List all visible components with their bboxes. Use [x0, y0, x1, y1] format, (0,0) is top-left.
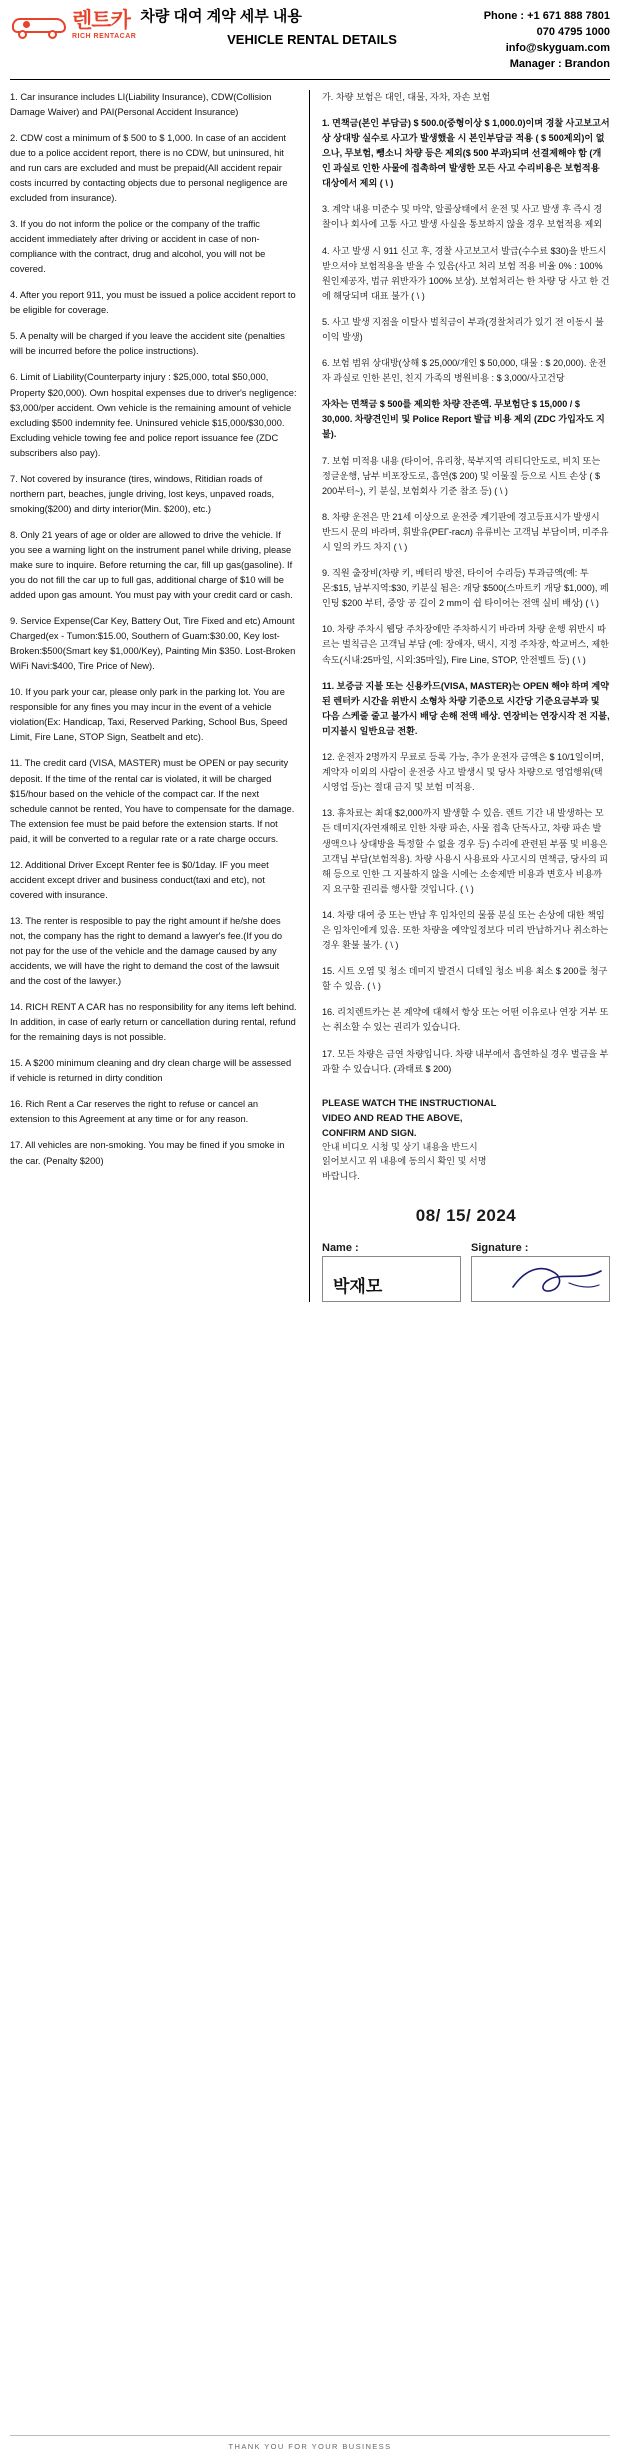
term-ko: 3. 계약 내용 미준수 및 마약, 알콜상태에서 운전 및 사고 발생 후 즉시 경찰이나 회사에 고통 사고 발생 사실을 통보하지 않을 경우 보험적용 제외 — [322, 204, 603, 230]
term-en: 7. Not covered by insurance (tires, windows, Ritidian roads of northern part, beaches, jungle driving, lost keys, unpaved roads, smoking($200) and dirty interior(Min. $200), etc.) — [10, 473, 275, 514]
confirmation-notice — [322, 1095, 610, 1184]
term-en: 6. Limit of Liability(Counterparty injury : $25,000, total $50,000, Property $20,000). Own hospital expenses due to driver's negligence: $3,000/per accident. Own vehicle is the remaining amount of vehicle excluding $500 indemnity fee. Uninsured vehicle $15,000/$30,000. Excluding vehicle towing fee and police report issuance fee (ZDC subscribers also pay). — [10, 372, 297, 458]
term-en: 10. If you park your car, please only park in the parking lot. You are responsible for any fines you may incur in the event of a vehicle violation(Ex: Handicap, Taxi, Reserved Parking, School Bus, Speed Limit, Fire Lane, STOP Sign, Seatbelt and etc). — [10, 687, 288, 743]
term-ko: 5. 사고 발생 지점을 이탈사 벌칙금이 부과(경찰처리가 있기 전 이동시 불이익 발생) — [322, 316, 604, 342]
notice-ko-line-1: 안내 비디오 시청 및 상기 내용을 반드시 — [322, 1141, 478, 1152]
term-en: 8. Only 21 years of age or older are allowed to drive the vehicle. If you see a warning light on the instrument panel while driving, please make sure to inquire. Before returning the car, fill up gas(gasoline). If you do not fill the car up to full gas, additional charge of $10 will be added upon gas amount. You must pay with your credit card or cash. — [10, 529, 293, 601]
contract-date: 08/ 15/ 2024 — [415, 1205, 517, 1225]
term-en: 17. All vehicles are non-smoking. You may be fined if you smoke in the car. (Penalty $200) — [10, 1140, 285, 1166]
term-en: 14. RICH RENT A CAR has no responsibility for any items left behind. In addition, in case of early return or cancellation during rental, refund for the remaining days is not possible. — [10, 1002, 297, 1043]
document-footer — [0, 2435, 620, 2451]
notice-ko-line-2: 읽어보시고 위 내용에 동의시 확인 및 서명 — [322, 1156, 487, 1167]
term-en: 2. CDW cost a minimum of $ 500 to $ 1,000. In case of an accident due to a police accident report, there is no CDW, but uninsured, hit and run cars are excluded and must be prepaid(All accident repair costs incurred by contacting objects due to personal negligence are excluded from insurance). — [10, 132, 288, 204]
footer-text: THANK YOU FOR YOUR BUSINESS — [228, 2442, 392, 2451]
term-ko: 11. 보증금 지불 또는 신용카드(VISA, MASTER)는 OPEN 해야 하며 계약된 렌터카 시간을 위반시 소형차 차량 기준으로 시간당 기준요금부과 및 다음 스케줄 줄고 불가시 배당 손해 전액 배상. 연장비는 연장시작 전 지불, 미지불시 일반요금 전환. — [322, 680, 610, 736]
contact-email: info@skyguam.com — [505, 41, 610, 54]
term-ko: 9. 직원 출장비(차량 키, 베터리 방전, 타이어 수리등) 투과금액(예: 투몬:$15, 남부지역:$30, 키분실 됨은: 개당 $500(스마트키 개당 $1,000), 페인팅 $200 부터, 중앙 공 길이 2 mm이 쉽 타이어는 전액 실비 배상) ( \ ) — [322, 568, 609, 609]
terms-english-column — [10, 90, 310, 1302]
term-ko: 17. 모든 차량은 금연 차량입니다. 차량 내부에서 흡연하실 경우 벌금을 부과할 수 있습니다. (과태료 $ 200) — [322, 1048, 609, 1074]
name-value: 박재모 — [333, 1276, 383, 1296]
term-ko: 14. 차량 대여 중 또는 반납 후 임차인의 물품 분실 또는 손상에 대한 책임은 임차인에게 있음. 또한 차량을 예약일정보다 미리 반납하거나 취소하는 경우 환불 불가. ( \ ) — [322, 909, 609, 951]
term-ko: 15. 시트 오염 및 청소 데미지 발견시 디테일 청소 비용 최소 $ 200를 청구할 수 있음. ( \ ) — [322, 966, 608, 992]
term-ko: 8. 차량 운전은 만 21세 이상으로 운전중 계기판에 경고등표시가 발생시 반드시 문의 바라며, 휘발유(РЕГ-гасл) 유류비는 고객님 부담이며, 미주유시 일의 카드 차지 ( \ ) — [322, 511, 609, 552]
signature-section — [322, 1242, 610, 1302]
term-ko: 16. 리치렌트카는 본 계약에 대해서 항상 또는 어떤 이유로나 연장 거부 또는 취소할 수 있는 권리가 있습니다. — [322, 1007, 609, 1033]
signature-label: Signature : — [471, 1241, 529, 1254]
term-ko: 7. 보험 미적용 내용 (타이어, 유리창, 북부지역 리티디안도로, 비치 또는 정글운행, 남부 비포장도로, 흡연($ 200) 및 이물질 등으로 시트 손상 ( $ 200부터~), 키 분실, 보험회사 기준 참조 등) ( \ ) — [322, 455, 601, 496]
notice-en-line-1: PLEASE WATCH THE INSTRUCTIONAL — [322, 1096, 497, 1108]
contact-phone-secondary: 070 4795 1000 — [536, 25, 610, 38]
name-field-group — [322, 1242, 461, 1302]
term-en: 3. If you do not inform the police or the company of the traffic accident immediately after driving or accident in case of non-compliance with the contract, drug and alcohol, you will not be covered. — [10, 219, 266, 275]
signature-input[interactable] — [471, 1256, 610, 1302]
term-en: 1. Car insurance includes LI(Liability Insurance), CDW(Collision Damage Waiver) and PAI(Personal Accident Insurance) — [10, 91, 272, 117]
terms-korean-column — [310, 90, 610, 1302]
term-en: 13. The renter is resposible to pay the right amount if he/she does not, the company has the right to demand a lawyer's fee.(If you do not pay for the use of the vehicle and the damage caused by any accidents, we will have the right to demand the cost of the lawsuit and the cost of the lawyer.) — [10, 915, 283, 987]
notice-en-line-3: CONFIRM AND SIGN. — [322, 1126, 417, 1138]
notice-en-line-2: VIDEO AND READ THE ABOVE, — [322, 1111, 463, 1123]
term-ko: 1. 면책금(본인 부담금) $ 500.0(중형이상 $ 1,000.0)이며 경찰 사고보고서 상 상대방 실수로 사고가 발생했을 시 본인부담금 적용 ( $ 500제외)이 없으나, 무보험, 뺑소니 차량 등은 제외($ 500 부과)되며 선결제해야 함 (개인 과실로 인한 사물에 접촉하여 발생한 모든 사고 수리비용은 보험적용 대상에서 제외 ( \ ) — [322, 117, 610, 189]
document-header — [0, 0, 620, 73]
signature-mark-icon — [509, 1261, 605, 1299]
term-ko: 가. 차량 보험은 대인, 대물, 자차, 자손 보험 — [322, 91, 491, 102]
footer-divider — [10, 2435, 610, 2436]
company-logo — [10, 8, 136, 40]
signature-field-group — [471, 1242, 610, 1302]
name-input[interactable] — [322, 1256, 461, 1302]
term-ko: 12. 운전자 2명까지 무료로 등록 가능, 추가 운전자 금액은 $ 10/1일이며, 계약자 이외의 사람이 운전중 사고 발생시 및 당사 차량으로 영업행위(택시영업 등)는 절대 금지 및 보험 미적용. — [322, 752, 604, 793]
logo-text-english: RICH RENTACAR — [72, 33, 137, 40]
terms-columns — [0, 80, 620, 1302]
term-ko: 4. 사고 발생 시 911 신고 후, 경찰 사고보고서 발급(수수료 $30)을 반드시 받으셔야 보험적용을 받을 수 있음(사고 처리 보험 적용 비율 0% : 100% 원인제공자, 법규 위반자가 100% 보상). 보험처리는 한 차량 당 사고 한 건에 해당되며 대표 불가 ( \ ) — [322, 245, 610, 301]
contact-phone: Phone : +1 671 888 7801 — [483, 10, 610, 22]
notice-ko-line-3: 바랍니다. — [322, 1170, 360, 1181]
term-en: 9. Service Expense(Car Key, Battery Out, Tire Fixed and etc) Amount Charged(ex - Tumon:$15.00, Southern of Guam:$30.00, Key lost-Broken:$500(Smart key $1,000/Key), Painting Min $350. Lost-Broken WiFi Navi:$400, Tire Price of New). — [10, 616, 296, 672]
page-title — [136, 8, 483, 47]
term-en: 4. After you report 911, you must be issued a police accident report to be eligible for coverage. — [10, 290, 296, 316]
term-en: 16. Rich Rent a Car reserves the right to refuse or cancel an extension to this Agreement at any time or for any reason. — [10, 1099, 259, 1125]
term-en: 5. A penalty will be charged if you leave the accident site (penalties will be incurred before the police instructions). — [10, 331, 285, 357]
logo-text-korean: 렌트카 — [72, 9, 130, 32]
term-ko: 6. 보험 범위 상대방(상해 $ 25,000/개인 $ 50,000, 대물 : $ 20,000). 운전자 과실로 인한 본인, 친지 가족의 병원비용 : $ 3,000/사고건당 — [322, 358, 607, 384]
car-icon — [10, 10, 70, 40]
contact-manager: Manager : Brandon — [509, 57, 610, 70]
term-en: 11. The credit card (VISA, MASTER) must be OPEN or pay security deposit. If the time of the rental car is violated, it will be charged $15/hour based on the vehicle of the compact car. If the next schedule cannot be rented, You have to compensate for the damage. The extension fee must be paid before the extension starts. If not paid, it will be converted to a regular rate or a rate charge occurs. — [10, 758, 295, 844]
contact-info — [484, 8, 610, 73]
name-label: Name : — [322, 1241, 359, 1254]
title-korean: 차량 대여 계약 세부 내용 — [140, 8, 302, 25]
term-ko: 13. 휴차료는 최대 $2,000까지 발생할 수 있음. 렌트 기간 내 발생하는 모든 데미지(자연재해로 인한 차량 파손, 사물 접촉 단독사고, 차량 파손 발생액으나 상대방을 특정할 수 없을 경우 등) 수리에 관련된 부품 및 비용은 고객님 부담(보험적용). 차량 사용시 사용료와 사고시의 면책금, 당사의 피해 등으로 인한 그 지불하지 않을 시에는 소송제반 비용과 변호사 비용까지 요구할 권리를 행사할 것입니다. ( \ ) — [322, 808, 609, 894]
term-en: 15. A $200 minimum cleaning and dry clean charge will be assessed if vehicle is returned in dirty condition — [10, 1058, 292, 1084]
term-ko: 자차는 면책금 $ 500를 제외한 차량 잔존액. 무보험단 $ 15,000 / $ 30,000. 차량견인비 및 Police Report 발급 비용 제외 (ZDC 가입자도 지불). — [322, 399, 605, 440]
term-ko: 10. 차량 주차시 웹당 주차장에만 주차하시기 바라며 차량 운행 위반시 따르는 벌칙금은 고객님 부담 (예: 장애자, 택시, 지정 주차장, 학교버스, 제한속도(시내:25마일, 시외:35마일), Fire Line, STOP, 안전벨트 등) ( \ ) — [322, 624, 609, 665]
title-english: VEHICLE RENTAL DETAILS — [227, 31, 397, 47]
term-en: 12. Additional Driver Except Renter fee is $0/1day. IF you meet accident except driver and business conduct(taxi and etc), not covered with insurance. — [10, 859, 269, 900]
